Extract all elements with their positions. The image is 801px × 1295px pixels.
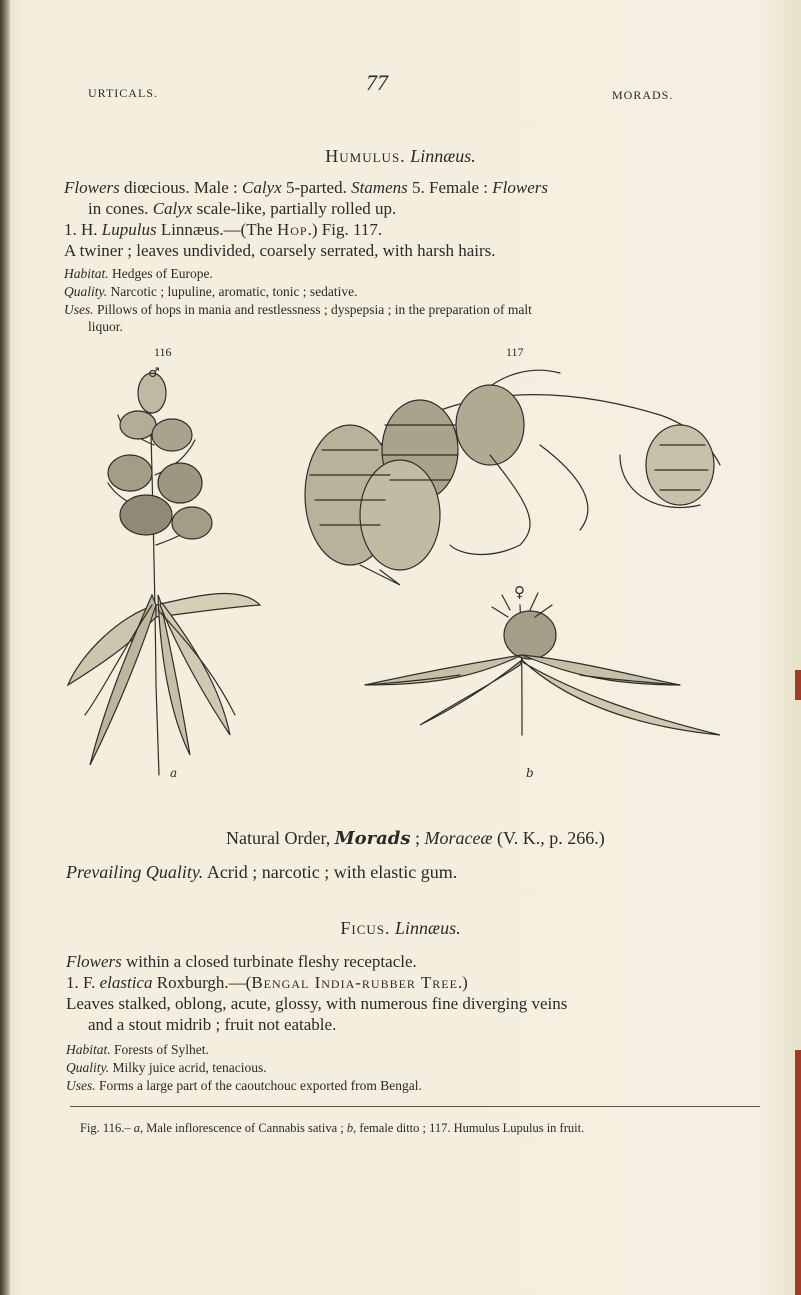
uses-label: Uses.: [66, 1078, 96, 1093]
figure-number-116: 116: [154, 345, 172, 359]
page-edge-mark: [795, 1050, 801, 1295]
figure-caption: [80, 1118, 584, 1138]
text: .) Fig. 117.: [307, 220, 383, 239]
term: Calyx: [242, 178, 282, 197]
running-head-left: URTICALS.: [88, 86, 158, 100]
text: , Male inflorescence of Cannabis sativa ;: [139, 1121, 347, 1135]
species-description: A twiner ; leaves undivided, coarsely serrated, with harsh hairs.: [64, 241, 496, 260]
text: diœcious. Male :: [119, 178, 243, 197]
female-inflorescence-drawing: [365, 583, 720, 735]
text: .): [457, 973, 468, 992]
uses-text: Forms a large part of the caoutchouc exported from Bengal.: [95, 1078, 422, 1093]
habitat-label: Habitat.: [64, 266, 109, 281]
habitat-line: [66, 1041, 209, 1058]
common-name: Bengal India-rubber Tree: [251, 973, 458, 992]
male-inflorescence-drawing: [68, 366, 260, 775]
page-edge-mark: [795, 670, 801, 700]
order-name-blackletter: Morads: [334, 828, 411, 849]
family-name: Moraceæ: [424, 828, 493, 848]
figure-letter-a: a: [170, 766, 178, 780]
genus-heading-ficus: [0, 918, 801, 939]
prevailing-quality-label: Prevailing Quality.: [66, 862, 204, 882]
book-spine-edge: [0, 0, 10, 1295]
term: Flowers: [64, 178, 120, 197]
uses-text: Pillows of hops in mania and restlessness ; dyspepsia ; in the preparation of malt: [93, 302, 532, 317]
quality-label: Quality.: [64, 284, 108, 299]
hop-cones-drawing: [305, 370, 720, 585]
text: b: [346, 1121, 354, 1135]
page-number: 77: [366, 70, 388, 95]
uses-line: [66, 1077, 422, 1094]
uses-line-continued: liquor.: [88, 319, 123, 334]
common-name: Hop: [276, 220, 308, 239]
quality-label: Quality.: [66, 1060, 110, 1075]
habitat-text: Forests of Sylhet.: [110, 1042, 209, 1057]
species-description-continued: and a stout midrib ; fruit not eatable.: [88, 1015, 337, 1034]
text: 1. F.: [66, 973, 100, 992]
figure-number-117: 117: [506, 345, 524, 359]
natural-order-line: [226, 828, 605, 849]
prevailing-quality-text: Acrid ; narcotic ; with elastic gum.: [203, 862, 458, 882]
prevailing-quality-line: [66, 862, 457, 882]
genus-name: Ficus.: [340, 918, 391, 938]
botanical-illustration: [60, 355, 750, 795]
text: (V. K., p. 266.): [492, 828, 605, 848]
term: Stamens: [351, 178, 408, 197]
text: ;: [410, 828, 425, 848]
text: Natural Order,: [226, 828, 335, 848]
species-line-lupulus: [64, 220, 382, 240]
term: Calyx: [152, 199, 193, 218]
male-symbol: ♂: [148, 366, 160, 381]
term: Flowers: [66, 952, 122, 971]
humulus-description-line: [88, 199, 396, 219]
running-head-right: MORADS.: [612, 88, 674, 102]
text: , female ditto ; 117. Humulus Lupulus in fruit.: [353, 1121, 585, 1135]
female-symbol: ♀: [514, 583, 525, 601]
ficus-description-line: [66, 952, 417, 972]
text: within a closed turbinate fleshy receptacle.: [121, 952, 417, 971]
humulus-description-line: [64, 178, 548, 198]
uses-label: Uses.: [64, 302, 94, 317]
quality-line: [64, 283, 358, 300]
text: Roxburgh.—(: [152, 973, 252, 992]
species-line-elastica: [66, 973, 468, 993]
caption-rule: [70, 1106, 760, 1107]
genus-authority: Linnæus.: [410, 146, 476, 166]
uses-line: [64, 301, 532, 318]
quality-line: [66, 1059, 267, 1076]
text: Fig. 116.–: [80, 1121, 134, 1135]
quality-text: Narcotic ; lupuline, aromatic, tonic ; sedative.: [107, 284, 358, 299]
genus-name: Humulus.: [325, 146, 406, 166]
term: Flowers: [492, 178, 548, 197]
species-epithet: elastica: [99, 973, 153, 992]
habitat-text: Hedges of Europe.: [108, 266, 213, 281]
habitat-line: [64, 265, 213, 282]
genus-heading-humulus: [0, 146, 801, 167]
text: Linnæus.—(The: [156, 220, 277, 239]
text: in cones.: [88, 199, 153, 218]
species-description: Leaves stalked, oblong, acute, glossy, with numerous fine diverging veins: [66, 994, 568, 1013]
quality-text: Milky juice acrid, tenacious.: [109, 1060, 267, 1075]
genus-authority: Linnæus.: [395, 918, 461, 938]
habitat-label: Habitat.: [66, 1042, 111, 1057]
figure-letter-b: b: [526, 766, 534, 780]
text: 1. H.: [64, 220, 102, 239]
text: a: [133, 1121, 140, 1135]
text: 5. Female :: [407, 178, 493, 197]
text: 5-parted.: [281, 178, 352, 197]
species-epithet: Lupulus: [101, 220, 157, 239]
text: scale-like, partially rolled up.: [192, 199, 397, 218]
